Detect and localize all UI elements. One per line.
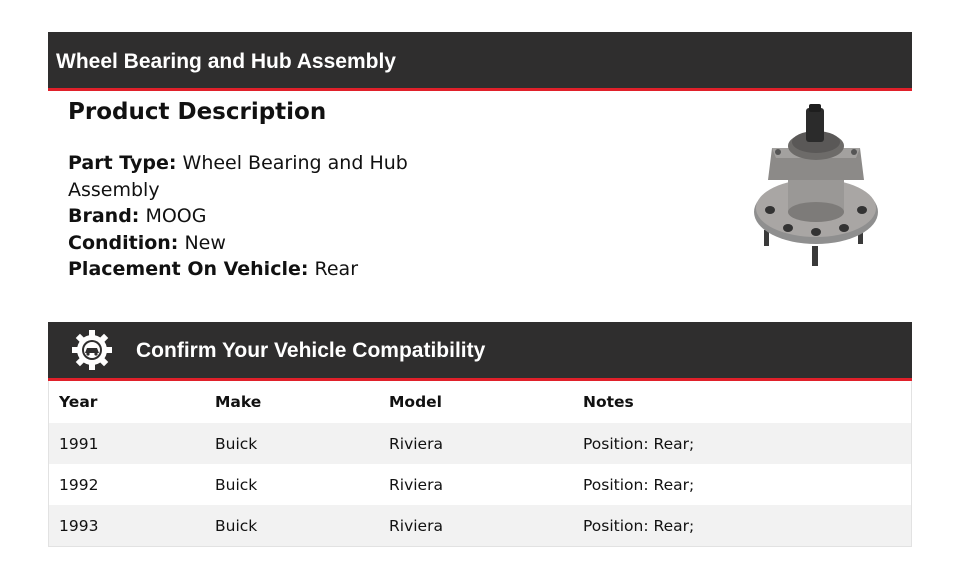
gear-car-icon	[70, 328, 114, 372]
spec-value: Rear	[314, 258, 359, 280]
cell-notes: Position: Rear;	[573, 464, 912, 505]
description-heading: Product Description	[68, 99, 327, 125]
spec-value: Wheel Bearing and Hub Assembly	[68, 152, 408, 201]
spec-label: Placement On Vehicle:	[68, 258, 309, 280]
column-year: Year	[49, 381, 206, 423]
column-model: Model	[379, 381, 573, 423]
column-make: Make	[205, 381, 379, 423]
spec-placement	[68, 256, 428, 283]
spec-label: Brand:	[68, 205, 140, 227]
cell-notes: Position: Rear;	[573, 423, 912, 464]
table-row	[49, 505, 912, 547]
cell-year: 1991	[49, 423, 206, 464]
spec-condition	[68, 230, 428, 257]
cell-model: Riviera	[379, 423, 573, 464]
product-image	[748, 100, 884, 270]
cell-make: Buick	[205, 423, 379, 464]
compatibility-title: Confirm Your Vehicle Compatibility	[136, 339, 486, 362]
spec-label: Part Type:	[68, 152, 177, 174]
cell-make: Buick	[205, 464, 379, 505]
cell-notes: Position: Rear;	[573, 505, 912, 547]
compatibility-table	[48, 381, 912, 547]
cell-model: Riviera	[379, 464, 573, 505]
product-title: Wheel Bearing and Hub Assembly	[56, 50, 396, 73]
product-title-bar	[48, 32, 912, 91]
table-header-row	[49, 381, 912, 423]
spec-brand	[68, 203, 428, 230]
column-notes: Notes	[573, 381, 912, 423]
spec-list	[68, 150, 428, 283]
spec-value: New	[184, 231, 226, 254]
compatibility-header	[48, 322, 912, 381]
spec-label: Condition:	[68, 231, 179, 254]
cell-model: Riviera	[379, 505, 573, 547]
spec-value: MOOG	[145, 205, 207, 227]
product-description	[68, 96, 428, 283]
cell-make: Buick	[205, 505, 379, 547]
cell-year: 1993	[49, 505, 206, 547]
spec-part-type	[68, 150, 428, 203]
cell-year: 1992	[49, 464, 206, 505]
table-row	[49, 464, 912, 505]
table-row	[49, 423, 912, 464]
